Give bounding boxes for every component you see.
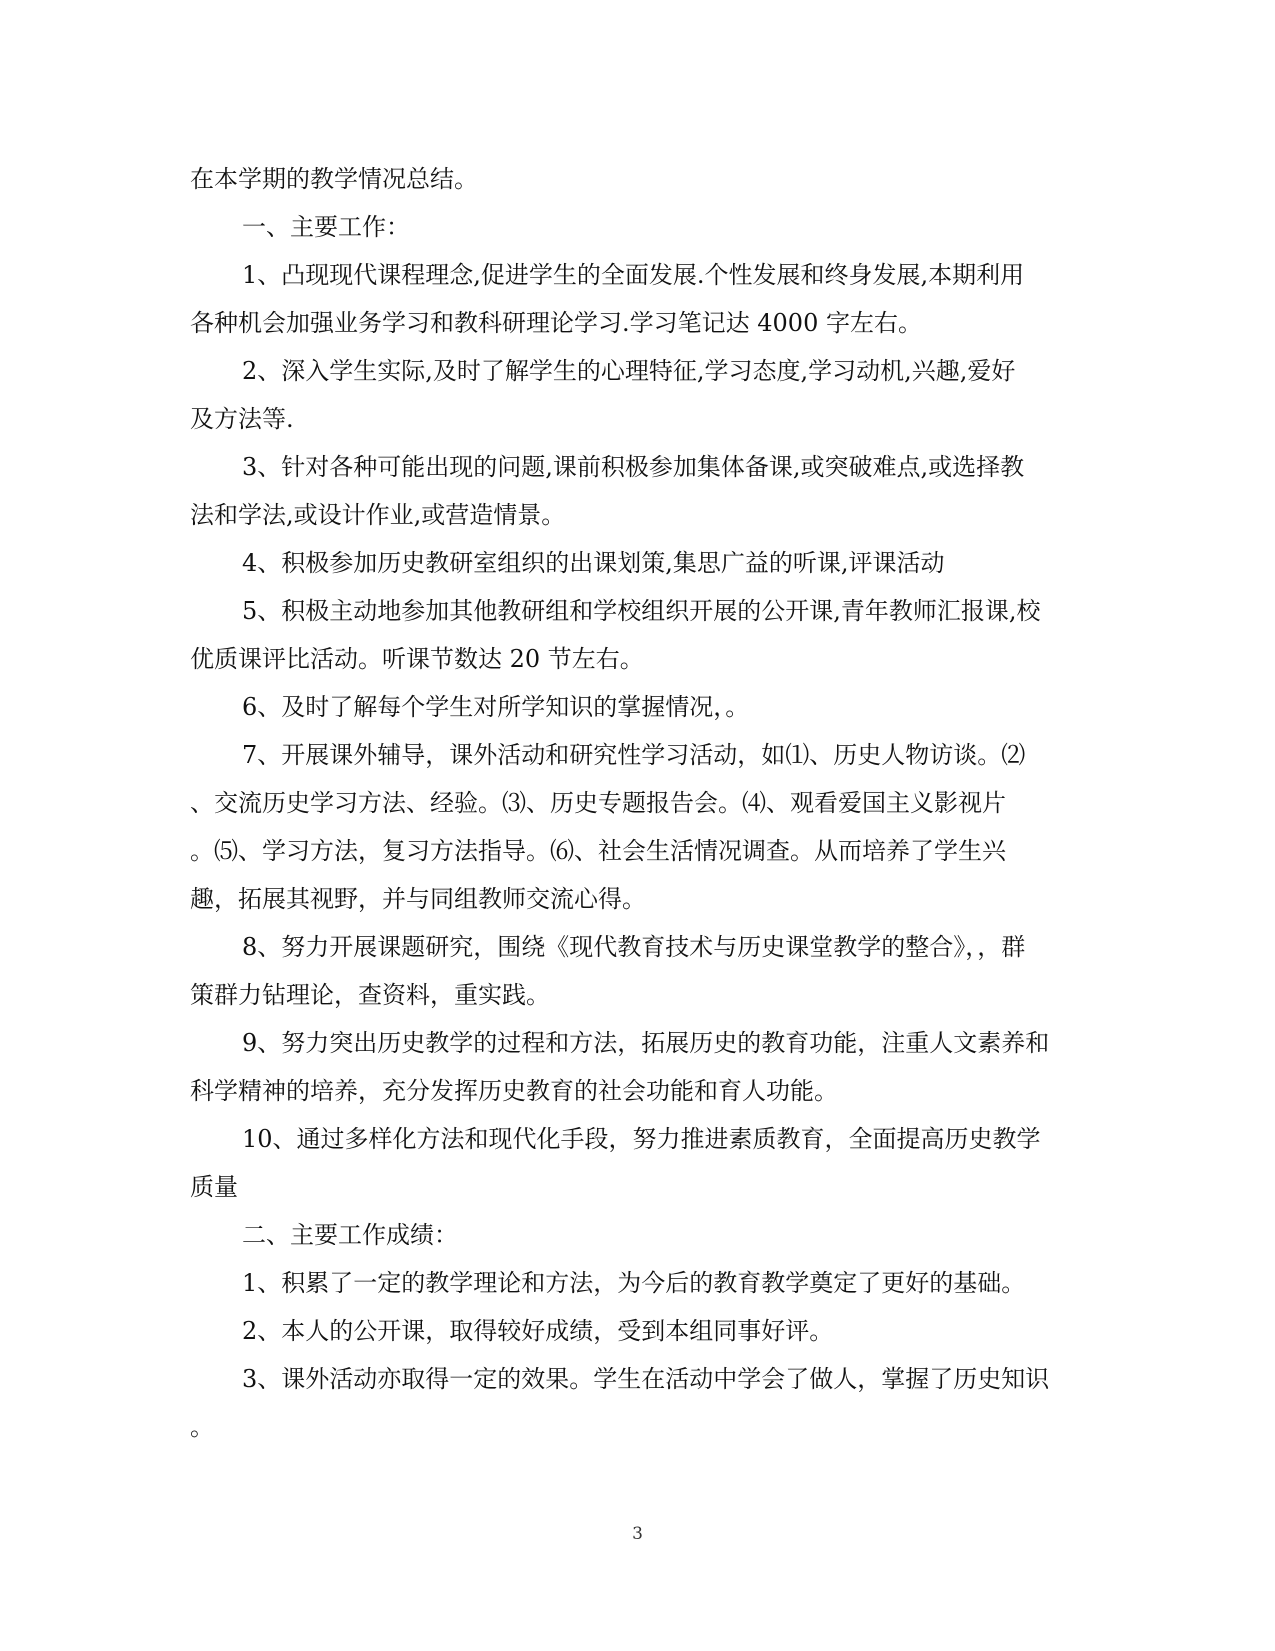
text-line: 1、积累了一定的教学理论和方法，为今后的教育教学奠定了更好的基础。 <box>242 1269 1026 1297</box>
text-line: 趣，拓展其视野，并与同组教师交流心得。 <box>190 885 646 913</box>
text-line: 、交流历史学习方法、经验。⑶、历史专题报告会。⑷、观看爱国主义影视片 <box>190 789 1006 817</box>
text-line: 5、积极主动地参加其他教研组和学校组织开展的公开课,青年教师汇报课,校 <box>242 597 1041 625</box>
text-line: 科学精神的培养，充分发挥历史教育的社会功能和育人功能。 <box>190 1077 838 1105</box>
text-line: 3、课外活动亦取得一定的效果。学生在活动中学会了做人，掌握了历史知识 <box>242 1365 1050 1393</box>
text-line: 3、针对各种可能出现的问题,课前积极参加集体备课,或突破难点,或选择教 <box>242 453 1025 481</box>
text-line: 优质课评比活动。听课节数达 20 节左右。 <box>190 645 644 673</box>
text-line: 4、积极参加历史教研室组织的出课划策,集思广益的听课,评课活动 <box>242 549 945 577</box>
page-number: 3 <box>632 1524 643 1544</box>
text-line: 9、努力突出历史教学的过程和方法，拓展历史的教育功能，注重人文素养和 <box>242 1029 1050 1057</box>
text-line: 。 <box>190 1413 214 1441</box>
text-line: 1、凸现现代课程理念,促进学生的全面发展.个性发展和终身发展,本期利用 <box>242 261 1025 289</box>
text-line: 法和学法,或设计作业,或营造情景。 <box>190 501 566 529</box>
text-line: 质量 <box>190 1173 238 1201</box>
document-body <box>190 155 1088 1451</box>
text-line: 及方法等. <box>190 405 294 433</box>
text-line: 6、及时了解每个学生对所学知识的掌握情况，。 <box>242 693 750 721</box>
text-line: 2、本人的公开课，取得较好成绩，受到本组同事好评。 <box>242 1317 834 1345</box>
section-heading-main-work: 一、主要工作： <box>242 213 410 241</box>
text-line: 2、深入学生实际,及时了解学生的心理特征,学习态度,学习动机,兴趣,爱好 <box>242 357 1016 385</box>
text-line: 各种机会加强业务学习和教科研理论学习.学习笔记达 4000 字左右。 <box>190 309 922 337</box>
text-line: 10、通过多样化方法和现代化手段，努力推进素质教育，全面提高历史教学 <box>242 1125 1041 1153</box>
text-line: 8、努力开展课题研究，围绕《现代教育技术与历史课堂教学的整合》，，群 <box>242 933 1026 961</box>
text-line: 在本学期的教学情况总结。 <box>190 165 478 193</box>
text-line: 7、开展课外辅导，课外活动和研究性学习活动，如⑴、历史人物访谈。⑵ <box>242 741 1026 769</box>
section-heading-achievements: 二、主要工作成绩： <box>242 1221 458 1249</box>
text-line: 策群力钻理论，查资料，重实践。 <box>190 981 550 1009</box>
text-line: 。⑸、学习方法，复习方法指导。⑹、社会生活情况调查。从而培养了学生兴 <box>190 837 1006 865</box>
